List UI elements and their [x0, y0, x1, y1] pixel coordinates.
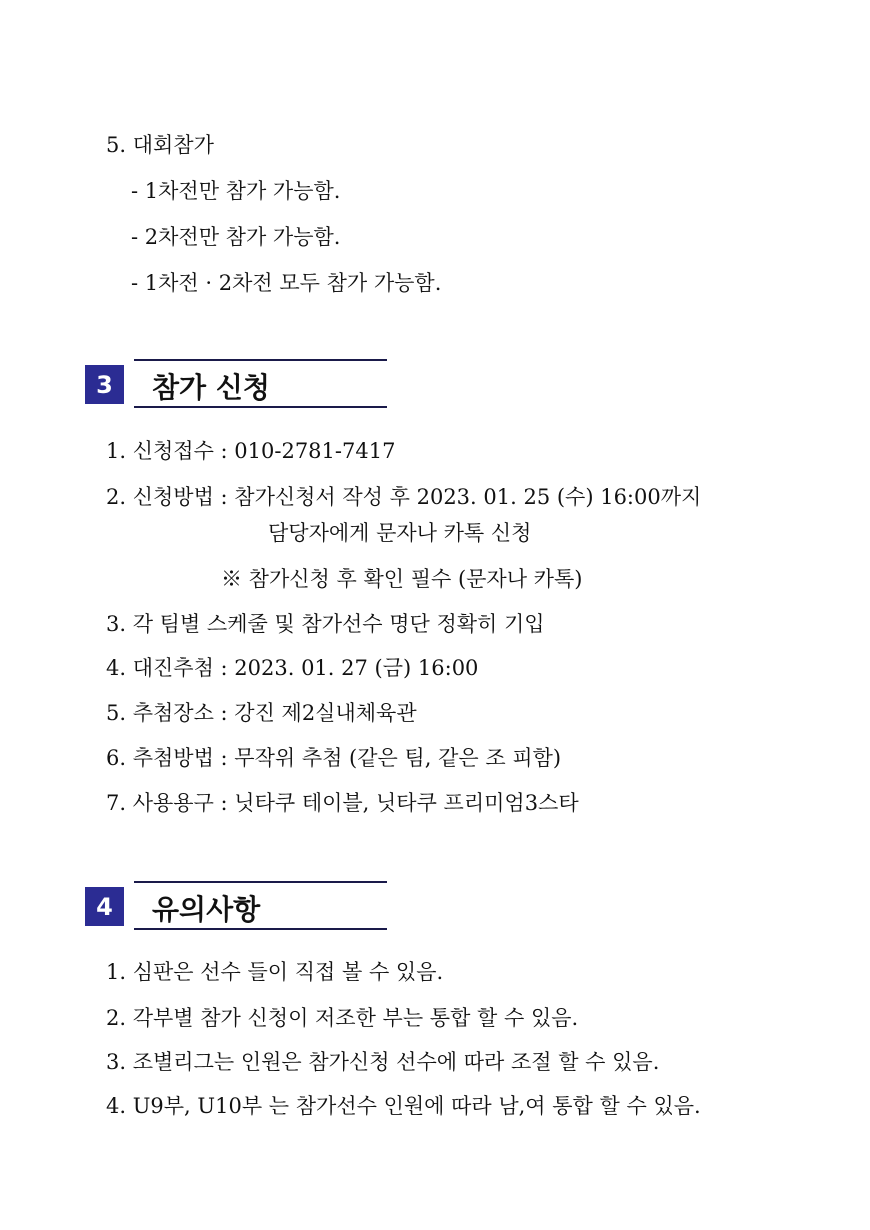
participation-item-2: - 2차전만 참가 가능함. [131, 225, 341, 249]
section-3-note: ※ 참가신청 후 확인 필수 (문자나 카톡) [221, 567, 583, 591]
section-3-number-badge: 3 [85, 365, 124, 404]
section-3-item-2-cont: 담당자에게 문자나 카톡 신청 [268, 521, 532, 545]
section-4-number-badge: 4 [85, 887, 124, 926]
section-4-title-box [134, 881, 387, 930]
participation-item-1: - 1차전만 참가 가능함. [131, 179, 341, 203]
section-3-item-7: 7. 사용용구 : 닛타쿠 테이블, 닛타쿠 프리미엄3스타 [106, 791, 579, 815]
section-3-item-1: 1. 신청접수 : 010-2781-7417 [106, 439, 396, 463]
section-3-item-3: 3. 각 팀별 스케줄 및 참가선수 명단 정확히 기입 [106, 612, 545, 636]
section-4-item-2: 2. 각부별 참가 신청이 저조한 부는 통합 할 수 있음. [106, 1006, 579, 1030]
section-4-title: 유의사항 [152, 893, 261, 926]
participation-item-3: - 1차전 · 2차전 모두 참가 가능함. [131, 271, 442, 295]
section-3-item-2: 2. 신청방법 : 참가신청서 작성 후 2023. 01. 25 (수) 16:00까지 [106, 485, 702, 509]
section-4-item-3: 3. 조별리그는 인원은 참가신청 선수에 따라 조절 할 수 있음. [106, 1050, 660, 1074]
section-3-item-5: 5. 추첨장소 : 강진 제2실내체육관 [106, 701, 417, 725]
section-3-item-6: 6. 추첨방법 : 무작위 추첨 (같은 팀, 같은 조 피함) [106, 746, 562, 770]
section-3-title: 참가 신청 [152, 371, 270, 404]
participation-heading: 5. 대회참가 [106, 133, 214, 157]
section-4-item-1: 1. 심판은 선수 들이 직접 볼 수 있음. [106, 960, 444, 984]
section-3-item-4: 4. 대진추첨 : 2023. 01. 27 (금) 16:00 [106, 656, 479, 680]
section-3-title-box [134, 359, 387, 408]
section-4-item-4: 4. U9부, U10부 는 참가선수 인원에 따라 남,여 통합 할 수 있음. [106, 1094, 701, 1118]
